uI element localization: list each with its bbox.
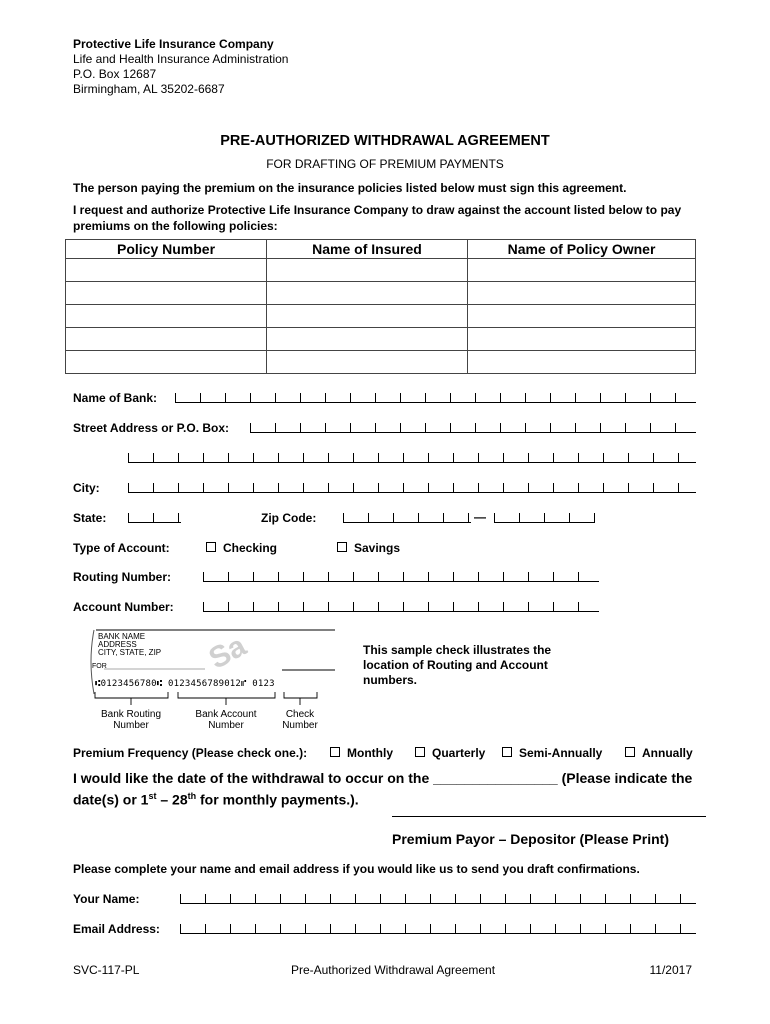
monthly-checkbox[interactable]: [330, 747, 340, 757]
owner-name-cell[interactable]: [468, 259, 696, 282]
city-label: City:: [73, 481, 100, 495]
check-number-label-2: Number: [282, 720, 318, 731]
withdrawal-date-statement[interactable]: [73, 769, 713, 809]
policy-number-cell[interactable]: [66, 351, 267, 374]
zip-plus4-field[interactable]: [494, 513, 595, 523]
insured-name-cell[interactable]: [267, 282, 468, 305]
check-account-label-1: Bank Account: [195, 709, 257, 720]
routing-number-label: Routing Number:: [73, 570, 171, 584]
checking-option[interactable]: [206, 541, 277, 555]
quarterly-checkbox[interactable]: [415, 747, 425, 757]
zip-code-field[interactable]: [343, 513, 471, 523]
email-confirmation-note: Please complete your name and email address if you would like us to send you draft confirmations.: [73, 862, 640, 876]
table-header-row: [66, 240, 696, 259]
table-row: [66, 282, 696, 305]
footer-form-code: SVC-117-PL: [73, 963, 140, 977]
bank-name-field[interactable]: [175, 393, 696, 403]
policy-number-cell[interactable]: [66, 259, 267, 282]
account-number-label: Account Number:: [73, 600, 174, 614]
owner-name-cell[interactable]: [468, 305, 696, 328]
intro-sign-notice: The person paying the premium on the insurance policies listed below must sign this agreement.: [73, 181, 627, 195]
quarterly-label: Quarterly: [432, 746, 486, 760]
withdrawal-date-text-1: I would like the date of the withdrawal to occur on the ________________ (Please indicate the date(s) or 1: [73, 770, 693, 808]
header-name-of-owner: Name of Policy Owner: [468, 240, 696, 259]
policy-number-cell[interactable]: [66, 282, 267, 305]
check-city-state-zip: CITY, STATE, ZIP: [98, 648, 162, 657]
withdrawal-date-text-2: – 28: [156, 791, 188, 808]
annually-label: Annually: [642, 746, 693, 760]
policy-table: [65, 239, 696, 374]
savings-option[interactable]: [337, 541, 400, 555]
frequency-quarterly-option[interactable]: [415, 746, 485, 760]
withdrawal-date-text-3: for monthly payments.).: [196, 791, 359, 808]
policy-number-cell[interactable]: [66, 305, 267, 328]
city-field[interactable]: [128, 483, 696, 493]
email-address-field[interactable]: [180, 924, 696, 934]
savings-checkbox[interactable]: [337, 542, 347, 552]
email-address-label: Email Address:: [73, 922, 160, 936]
insured-name-cell[interactable]: [267, 259, 468, 282]
frequency-label: Premium Frequency (Please check one.):: [73, 746, 308, 760]
frequency-monthly-option[interactable]: [330, 746, 393, 760]
frequency-semiannual-option[interactable]: [502, 746, 602, 760]
zip-code-label: Zip Code:: [261, 511, 317, 525]
owner-name-cell[interactable]: [468, 328, 696, 351]
check-bank-name: BANK NAME: [98, 632, 146, 641]
payor-signature-line[interactable]: [392, 816, 706, 817]
bank-name-label: Name of Bank:: [73, 391, 158, 405]
insured-name-cell[interactable]: [267, 328, 468, 351]
monthly-label: Monthly: [347, 746, 393, 760]
table-row: [66, 328, 696, 351]
street-address-field-line2[interactable]: [128, 453, 696, 463]
company-po-box: P.O. Box 12687: [73, 67, 157, 81]
company-name: Protective Life Insurance Company: [73, 37, 274, 51]
table-row: [66, 259, 696, 282]
header-policy-number: Policy Number: [66, 240, 267, 259]
table-row: [66, 305, 696, 328]
check-routing-label-1: Bank Routing: [100, 709, 162, 720]
company-header: [73, 37, 288, 97]
check-watermark: Sa: [203, 629, 252, 676]
account-type-label: Type of Account:: [73, 541, 170, 555]
routing-number-field[interactable]: [203, 572, 599, 582]
check-for-label: FOR: [92, 663, 107, 670]
your-name-label: Your Name:: [73, 892, 140, 906]
page-title: PRE-AUTHORIZED WITHDRAWAL AGREEMENT: [220, 133, 550, 149]
check-routing-label-2: Number: [113, 720, 149, 731]
street-address-label: Street Address or P.O. Box:: [73, 421, 230, 435]
checking-label: Checking: [223, 541, 278, 555]
semiannual-label: Semi-Annually: [519, 746, 603, 760]
company-division: Life and Health Insurance Administration: [73, 52, 289, 66]
page-subtitle: FOR DRAFTING OF PREMIUM PAYMENTS: [266, 157, 504, 171]
table-row: [66, 351, 696, 374]
street-address-field[interactable]: [250, 423, 696, 433]
account-number-field[interactable]: [203, 602, 599, 612]
payor-signature-label: Premium Payor – Depositor (Please Print): [392, 831, 669, 847]
company-city: Birmingham, AL 35202-6687: [73, 82, 225, 96]
sample-check-image: [90, 626, 340, 736]
owner-name-cell[interactable]: [468, 282, 696, 305]
your-name-field[interactable]: [180, 894, 696, 904]
check-micr-line: ⑆0123456780⑆ 0123456789012⑈ 0123: [95, 679, 275, 689]
savings-label: Savings: [354, 541, 401, 555]
ordinal-th: th: [187, 791, 197, 801]
header-name-of-insured: Name of Insured: [267, 240, 468, 259]
insured-name-cell[interactable]: [267, 351, 468, 374]
zip-dash: —: [474, 510, 486, 524]
sample-check-note: This sample check illustrates the location of Routing and Account numbers.: [363, 643, 552, 687]
intro-authorization: I request and authorize Protective Life Insurance Company to draw against the account listed below to pay premiums on the following policies:: [73, 203, 682, 233]
footer-form-title: Pre-Authorized Withdrawal Agreement: [290, 963, 496, 977]
semiannual-checkbox[interactable]: [502, 747, 512, 757]
owner-name-cell[interactable]: [468, 351, 696, 374]
check-account-label-2: Number: [208, 720, 244, 731]
ordinal-st: st: [148, 791, 157, 801]
check-address: ADDRESS: [98, 640, 137, 649]
checking-checkbox[interactable]: [206, 542, 216, 552]
annually-checkbox[interactable]: [625, 747, 635, 757]
check-number-label-1: Check: [285, 709, 315, 720]
state-label: State:: [73, 511, 107, 525]
footer-form-date: 11/2017: [649, 963, 692, 977]
frequency-annual-option[interactable]: [625, 746, 693, 760]
insured-name-cell[interactable]: [267, 305, 468, 328]
state-field[interactable]: [128, 513, 181, 523]
policy-number-cell[interactable]: [66, 328, 267, 351]
